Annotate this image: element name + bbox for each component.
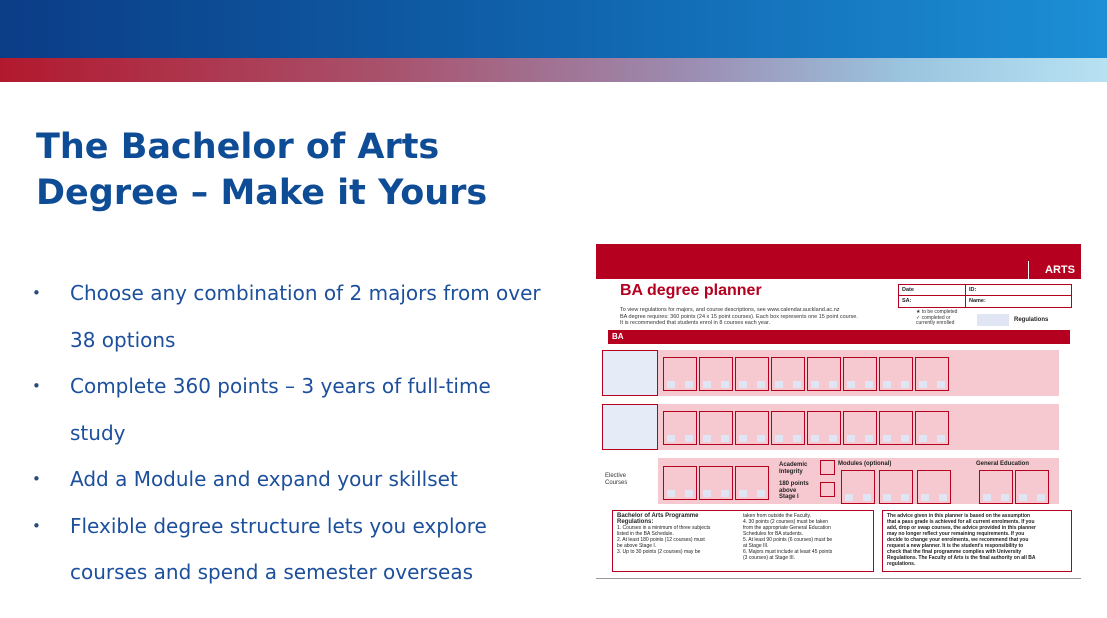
course-box xyxy=(699,357,733,391)
course-box xyxy=(699,466,733,500)
bullet-item xyxy=(32,503,582,550)
course-box xyxy=(735,466,769,500)
planner-title: BA degree planner xyxy=(620,282,762,299)
points-note-line: Stage I xyxy=(779,494,799,500)
academic-integrity-line: Academic xyxy=(779,462,808,468)
planner-info-line: To view regulations for majors, and course descriptions, see www.calendar.auckland.ac.nz xyxy=(620,307,840,313)
course-box xyxy=(807,411,841,445)
regulation-line: taken from outside the Faculty. xyxy=(743,513,811,519)
bullet-text: study xyxy=(70,420,126,445)
slide-title xyxy=(36,124,487,216)
advice-line: decide to change your enrolments, we recommend that you xyxy=(887,537,1029,543)
elective-label-line: Courses xyxy=(605,480,628,486)
course-box xyxy=(771,411,805,445)
planner-sa-label: SA: xyxy=(902,298,912,304)
course-box xyxy=(807,357,841,391)
course-box xyxy=(879,411,913,445)
planner-regulations-box xyxy=(977,314,1009,326)
slide-title-line-1: The Bachelor of Arts xyxy=(36,127,440,167)
regulation-line: 3. Up to 30 points (2 courses) may be xyxy=(617,549,701,555)
bullet-item xyxy=(32,363,582,410)
regulation-line: (3 courses) at Stage III. xyxy=(743,555,795,561)
planner-legend-line: ✓ completed or xyxy=(916,314,951,321)
bullet-item xyxy=(32,456,582,503)
planner-date-label: Date xyxy=(902,287,914,293)
regulation-line: from the appropriate General Education xyxy=(743,525,831,531)
planner-info-line: BA degree requires: 360 points (24 x 15 point courses). Each box represents one 15 point course. xyxy=(620,313,858,320)
bullet-marker: • xyxy=(32,516,41,535)
advice-line: may no longer reflect your remaining requirements. If you xyxy=(887,531,1025,537)
bullet-text: 38 options xyxy=(70,327,176,352)
academic-integrity-line: Integrity xyxy=(779,468,803,475)
course-box xyxy=(979,470,1013,504)
modules-label: Modules (optional) xyxy=(838,461,892,467)
header-band xyxy=(0,0,1107,58)
regulation-line: 5. At least 90 points (6 courses) must be xyxy=(743,537,833,543)
course-box xyxy=(843,411,877,445)
planner-student-table xyxy=(898,284,1072,308)
course-box xyxy=(663,357,697,391)
bullet-list xyxy=(32,270,582,596)
academic-integrity-box xyxy=(820,460,835,475)
course-box xyxy=(1015,470,1049,504)
planner-section-bar xyxy=(608,330,1070,344)
planner-faculty-label: ARTS xyxy=(1045,264,1075,276)
academic-integrity-label xyxy=(779,462,807,475)
advice-line: request a new planner. It is the student's responsibility to xyxy=(887,543,1024,549)
points-note xyxy=(779,481,809,501)
course-box xyxy=(699,411,733,445)
regulation-line: 1. Courses in a minimum of three subjects xyxy=(617,525,711,531)
regulation-line: at Stage III. xyxy=(743,543,769,549)
points-note-box xyxy=(820,482,835,497)
regulation-line: 6. Majors must include at least 45 points xyxy=(743,549,833,555)
advice-line: The advice given in this planner is based on the assumption xyxy=(887,513,1031,519)
course-box xyxy=(841,470,875,504)
general-education-label: General Education xyxy=(976,461,1030,467)
planner-header-bar xyxy=(596,244,1081,279)
programme-title: Bachelor of Arts Programme xyxy=(617,513,699,519)
advice-line: add, drop or swap courses, the advice provided in this planner xyxy=(887,525,1036,531)
programme-regulations-box xyxy=(612,510,874,572)
regulation-line: Schedules for BA students. xyxy=(743,531,804,537)
slide-title-line-2: Degree – Make it Yours xyxy=(36,173,488,213)
regulation-line: be above Stage I. xyxy=(617,543,657,549)
elective-label xyxy=(605,473,627,487)
course-box xyxy=(735,411,769,445)
advice-line: Regulations. The Faculty of Arts is the final authority on all BA xyxy=(887,555,1036,561)
major-2-label-box xyxy=(602,404,658,450)
course-box xyxy=(915,411,949,445)
bullet-marker: • xyxy=(32,377,41,395)
planner-info xyxy=(620,307,920,327)
regulation-line: 4. 30 points (2 courses) must be taken xyxy=(743,519,829,525)
planner-info-line: It is recommended that students enrol in 8 courses each year. xyxy=(620,320,771,326)
course-box xyxy=(879,357,913,391)
course-box xyxy=(879,470,913,504)
bullet-continuation xyxy=(32,317,582,364)
course-box xyxy=(663,466,697,500)
advice-box xyxy=(882,510,1072,572)
bullet-continuation xyxy=(32,549,582,596)
course-box xyxy=(915,357,949,391)
advice-line: that a pass grade is achieved for all current enrolments. If you xyxy=(887,519,1035,525)
bullet-text: Add a Module and expand your skillset xyxy=(70,467,458,491)
bullet-text: Flexible degree structure lets you explore xyxy=(70,513,487,538)
ba-planner-image xyxy=(596,244,1081,581)
regulation-line: 2. At least 180 points (12 courses) must xyxy=(617,537,705,543)
course-box xyxy=(771,357,805,391)
elective-label-line: Elective xyxy=(605,473,627,479)
bullet-item xyxy=(32,270,582,317)
planner-header-divider xyxy=(1028,261,1029,279)
bullet-text: courses and spend a semester overseas xyxy=(70,560,474,584)
course-box xyxy=(917,470,951,504)
points-note-line: 180 points xyxy=(779,481,809,487)
course-box xyxy=(663,411,697,445)
advice-line: regulations. xyxy=(887,561,916,567)
points-note-line: above xyxy=(779,487,797,494)
planner-legend-line: ★ to be completed xyxy=(916,309,958,315)
planner-legend xyxy=(916,310,957,327)
bullet-continuation xyxy=(32,410,582,457)
bullet-text: Complete 360 points – 3 years of full-time xyxy=(70,374,491,398)
bullet-marker: • xyxy=(32,470,41,488)
major-1-label-box xyxy=(602,350,658,396)
planner-legend-line: currently enrolled xyxy=(916,320,955,326)
bullet-marker: • xyxy=(32,284,41,302)
advice-line: check that the final programme complies with University xyxy=(887,549,1022,555)
course-box xyxy=(735,357,769,391)
planner-regulations-label: Regulations xyxy=(1014,317,1049,323)
course-box xyxy=(843,357,877,391)
planner-baseline xyxy=(596,578,1081,579)
accent-band xyxy=(0,58,1107,82)
planner-name-label: Name: xyxy=(969,298,986,304)
programme-subtitle: Regulations: xyxy=(617,519,654,525)
planner-section-label: BA xyxy=(612,332,624,341)
bullet-text: Choose any combination of 2 majors from over xyxy=(70,281,541,305)
regulation-line: listed in the BA Schedule. xyxy=(617,531,674,537)
planner-id-label: ID: xyxy=(969,287,977,293)
